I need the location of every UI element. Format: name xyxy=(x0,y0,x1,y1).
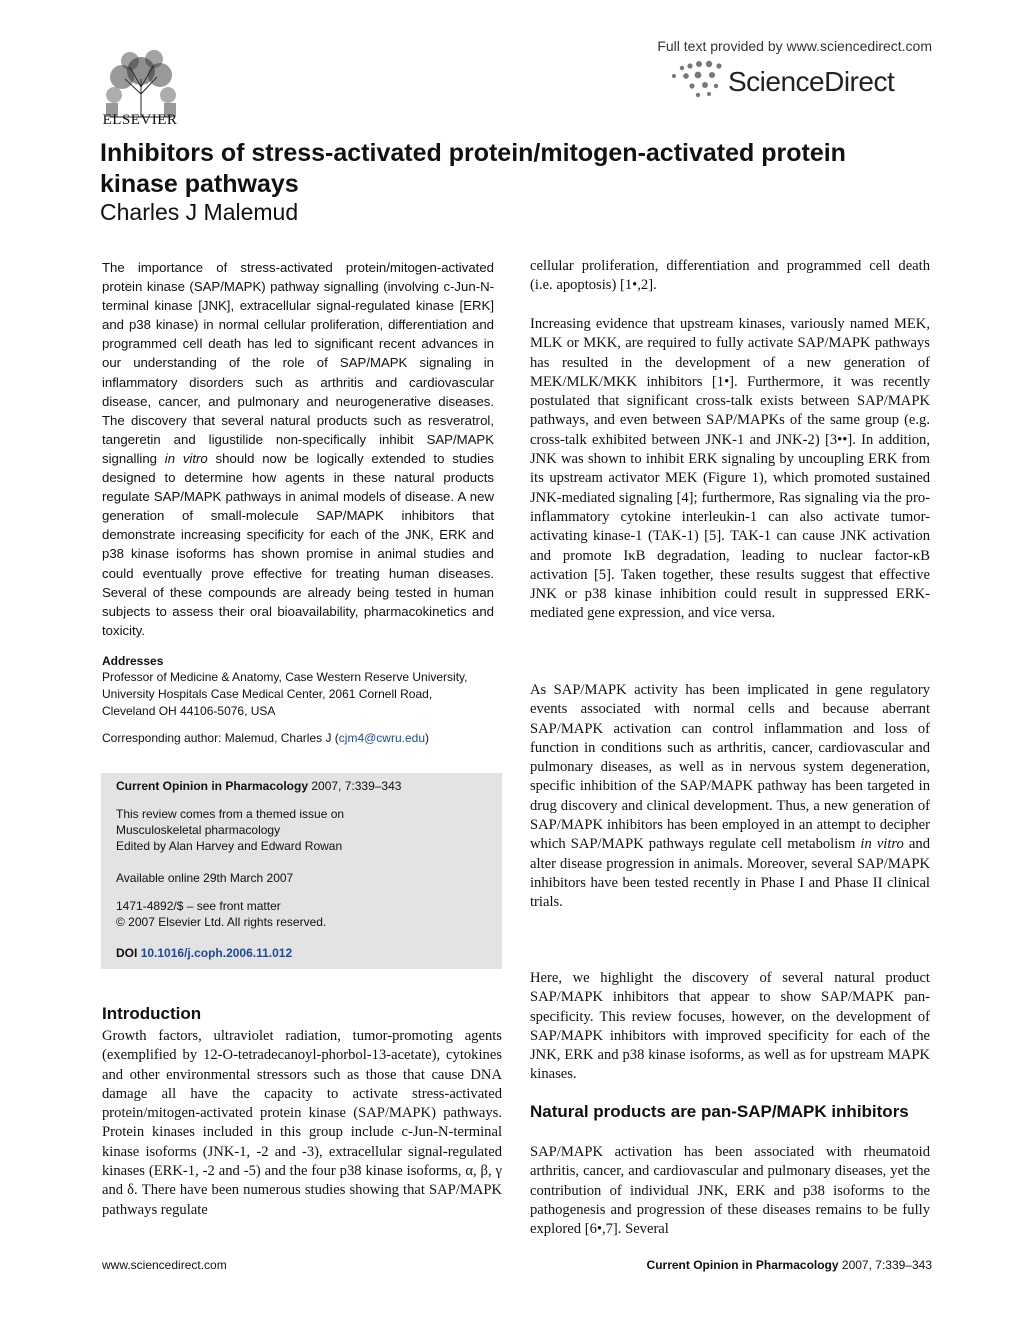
infobox-issue xyxy=(116,806,344,854)
introduction-paragraph: Growth factors, ultraviolet radiation, tumor-promoting agents (exemplified by 12-O-tetradecanoyl-phorbol-13-acetate), cytokines and other environmental stressors such as those that cause DNA damage all have the capacity to activate stress-activated protein/mitogen-activated protein kinase (SAP/MAPK) pathways. Protein kinases included in this group include c-Jun-N-terminal kinase isoforms (JNK-1, -2 and -3), extracellular signal-regulated kinases (ERK-1, -2 and -5) and the four p38 kinase isoforms, α, β, γ and δ. There have been numerous studies showing that SAP/MAPK pathways regulate xyxy=(102,1028,502,1218)
article-title: Inhibitors of stress-activated protein/mitogen-activated protein kinase pathways xyxy=(100,139,846,198)
copyright-line: © 2007 Elsevier Ltd. All rights reserved. xyxy=(116,915,327,929)
doi-line xyxy=(116,945,292,961)
issue-line: This review comes from a themed issue on xyxy=(116,807,345,821)
paragraph-sapmapk-activity xyxy=(530,681,930,913)
address-line: Professor of Medicine & Anatomy, Case Western Reserve University, xyxy=(102,670,468,684)
paragraph-upstream-kinases: Increasing evidence that upstream kinases, variously named MEK, MLK or MKK, are required to fully activate SAP/MAPK pathways has resulted in the development of a new generation of MEK/MLK/MKK inhibitors [1•]. Furthermore, it was recently postulated that significant cross-talk exists between SAP/MAPK pathways, and even between SAP/MAPKs of the same group (e.g. cross-talk exhibited between JNK-1 and JNK-2) [3••]. In addition, JNK was shown to inhibit ERK signaling by uncoupling ERK from its upstream activator MEK (Figure 1), which promoted sustained JNK-mediated signaling [4]; furthermore, Ras signaling via the pro-inflammatory cytokine interleukin-1 can also activate tumor-activating kinase-1 (TAK-1) [5]. TAK-1 can cause JNK activation and promote IκB degradation, leading to nuclear factor-κB activation [5]. Taken together, these results suggest that effective JNK or p38 kinase inhibition could result in suppressed ERK-mediated gene expression, and vice versa. xyxy=(530,316,930,622)
footer-site[interactable]: www.sciencedirect.com xyxy=(102,1258,227,1272)
article-info-box xyxy=(101,773,502,969)
p3-text-2: and alter disease progression in animals. Moreover, several SAP/MAPK inhibitors have been tested recently in Phase I and Phase II clinical trials. xyxy=(530,836,930,911)
address-line: University Hospitals Case Medical Center, 2061 Cornell Road, xyxy=(102,687,433,702)
footer-citation xyxy=(647,1258,932,1272)
issue-line: Edited by Alan Harvey and Edward Rowan xyxy=(116,839,343,853)
p3-italic: in vitro xyxy=(860,836,904,853)
section-heading-natural-products: Natural products are pan-SAP/MAPK inhibitors xyxy=(530,1102,909,1121)
abstract-text-1: The importance of stress-activated protein/mitogen-activated protein kinase (SAP/MAPK) pathway signalling (involving c-Jun-N-terminal kinase [JNK], extracellular signal-regulated kinase [ERK] and p38 kinase) in normal cellular proliferation, differentiation and programmed cell death has led to significant recent advances in our understanding of the role of SAP/MAPK signaling in inflammatory disorders such as arthritis and cardiovascular disease, cancer, and pulmonary and neurogenerative diseases. The discovery that several natural products such as resveratrol, tangeretin and ligustilide non-specifically inhibit SAP/MAPK signalling xyxy=(102,260,494,466)
corresponding-suffix: ) xyxy=(425,731,429,745)
address-line: Cleveland OH 44106-5076, USA xyxy=(102,704,276,719)
email-link[interactable]: cjm4@cwru.edu xyxy=(338,731,425,745)
addresses-heading: Addresses xyxy=(102,654,164,668)
sciencedirect-wordmark: ScienceDirect xyxy=(728,66,895,97)
paragraph-highlight: Here, we highlight the discovery of several natural product SAP/MAPK inhibitors that appear to show SAP/MAPK pan-specificity. This review focuses, however, on the development of SAP/MAPK inhibitors with improved specificity for each of the JNK, ERK and p38 kinase isoforms, as well as for upstream MAPK kinases. xyxy=(530,970,930,1083)
doi-link[interactable]: 10.1016/j.coph.2006.11.012 xyxy=(140,946,293,960)
addresses-block xyxy=(102,669,494,721)
fulltext-notice[interactable]: Full text provided by www.sciencedirect.com xyxy=(657,38,932,54)
infobox-citation xyxy=(116,778,401,794)
paragraph-natural-products: SAP/MAPK activation has been associated with rheumatoid arthritis, cancer, and cardiovascular and pulmonary diseases, yet the contribution of individual JNK, ERK and p38 isoforms to the pathogenesis and progression of these diseases remains to be fully explored [6•,7]. Several xyxy=(530,1144,930,1238)
footer-journal: Current Opinion in Pharmacology xyxy=(646,1258,839,1272)
section-heading-introduction: Introduction xyxy=(102,1004,202,1023)
abstract-italic: in vitro xyxy=(164,450,208,466)
corresponding-author xyxy=(102,731,494,745)
issue-line: Musculoskeletal pharmacology xyxy=(116,823,281,837)
available-online: Available online 29th March 2007 xyxy=(116,871,294,885)
footer-citation-text: 2007, 7:339–343 xyxy=(838,1258,932,1272)
abstract xyxy=(102,258,494,640)
p3-text-1: As SAP/MAPK activity has been implicated in gene regulatory events associated with normal cells and because aberrant SAP/MAPK activation can control inflammation and loss of function in conditions such as arthritis, cancer, cardiovascular and pulmonary diseases, as well as in nervous system degeneration, specific inhibition of the SAP/MAPK pathway has been targeted in drug discovery and clinical development. Thus, a new generation of SAP/MAPK inhibitors has been employed in an attempt to decipher which SAP/MAPK pathways regulate cell metabolism xyxy=(530,682,930,853)
publisher-name: ELSEVIER xyxy=(102,112,178,128)
journal-citation: 2007, 7:339–343 xyxy=(308,779,402,793)
abstract-text-2: should now be logically extended to studies designed to determine how agents in these natural products regulate SAP/MAPK pathways in animal models of disease. A new generation of small-molecule SAP/MAPK inhibitors that demonstrate increasing specificity for each of the JNK, ERK and p38 kinase isoforms has shown promise in animal studies and could eventually prove effective for treating human diseases. Several of these compounds are already being tested in human subjects to assess their oral bioavailability, pharmacokinetics and toxicity. xyxy=(102,450,495,638)
doi-label: DOI xyxy=(116,946,138,960)
issn-line: 1471-4892/$ – see front matter xyxy=(116,899,281,913)
journal-name: Current Opinion in Pharmacology xyxy=(116,779,309,793)
corresponding-prefix: Corresponding author: Malemud, Charles J ( xyxy=(102,731,339,745)
article-author: Charles J Malemud xyxy=(100,199,299,225)
paragraph-continuation: cellular proliferation, differentiation and programmed cell death (i.e. apoptosis) [1•,2]. xyxy=(530,258,930,294)
